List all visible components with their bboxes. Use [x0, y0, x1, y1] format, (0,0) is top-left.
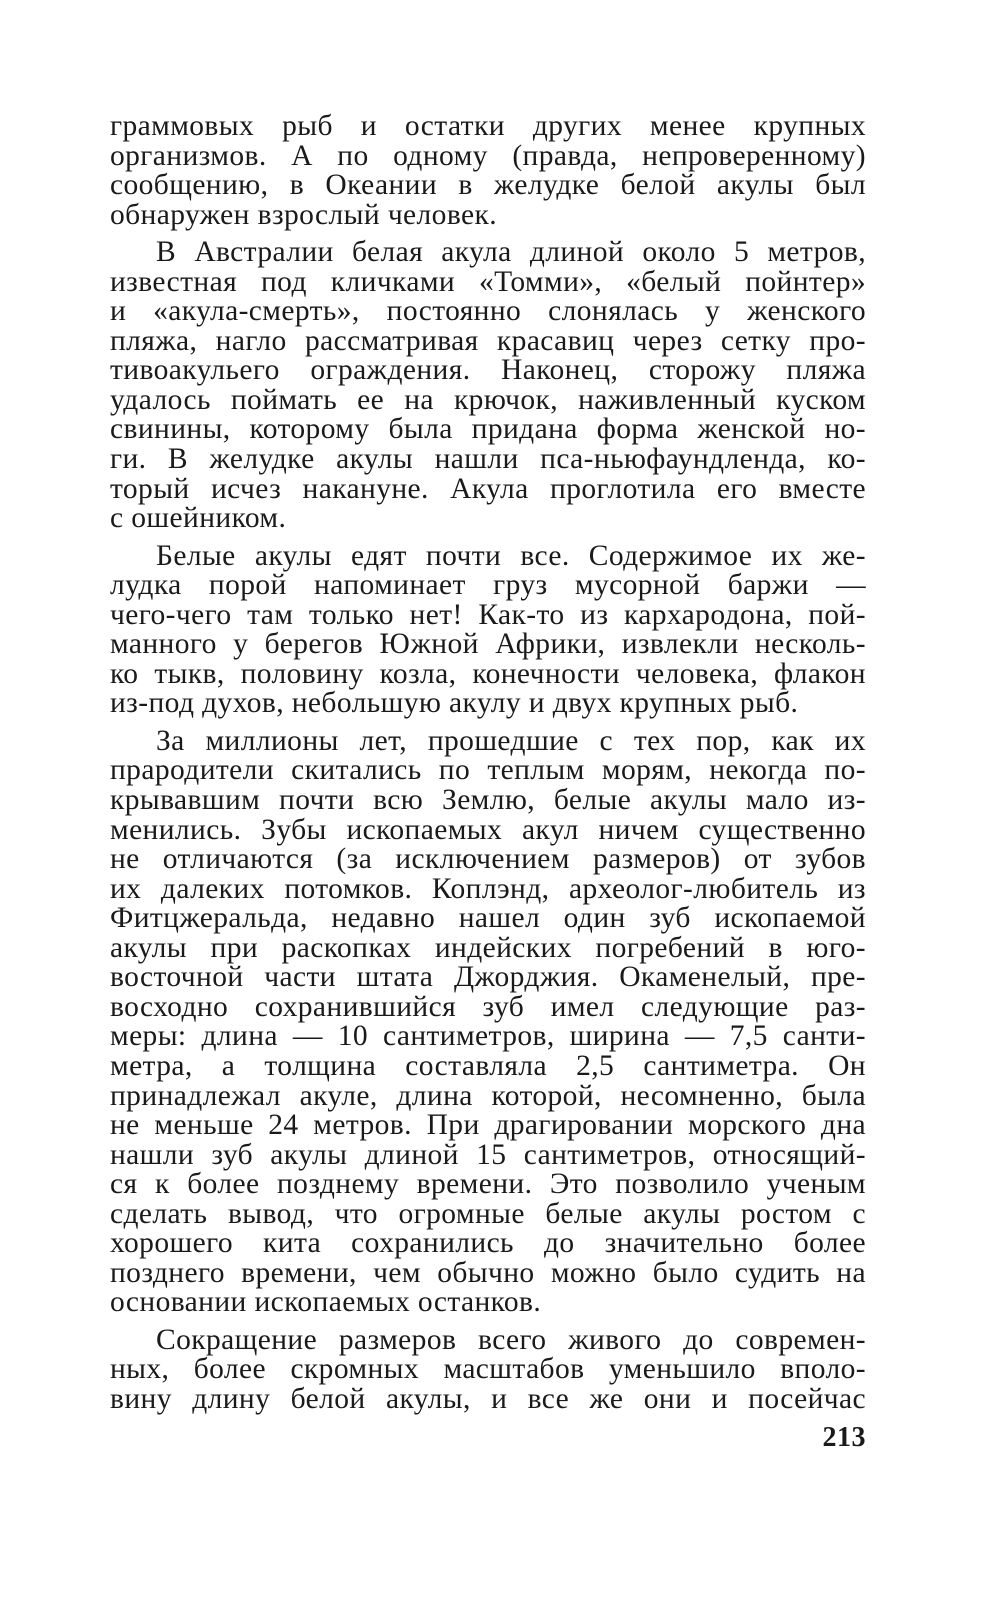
- text-line: прародители скитались по теплым морям, некогда по-: [110, 754, 866, 787]
- text-line: удалось поймать ее на крючок, наживленный куском: [110, 383, 866, 416]
- text-line: сделать вывод, что огромные белые акулы ростом с: [110, 1197, 866, 1230]
- text-line: пляжа, нагло рассматривая красавиц через сетку про-: [110, 324, 866, 357]
- book-page: [110, 112, 866, 1532]
- text-line: восходно сохранившийся зуб имел следующие раз-: [110, 990, 866, 1023]
- text-line: хорошего кита сохранились до значительно более: [110, 1227, 866, 1260]
- text-line: организмов. А по одному (правда, непроверенному): [110, 139, 866, 172]
- text-line: акулы при раскопках индейских погребений в юго-: [110, 931, 866, 964]
- paragraph: [110, 539, 866, 720]
- text-line: чего-чего там только нет! Как-то из кархародона, пой-: [110, 598, 866, 631]
- paragraph: [110, 1323, 866, 1415]
- text-line: из-под духов, небольшую акулу и двух крупных рыб.: [110, 687, 799, 720]
- page-number: 213: [822, 1422, 866, 1453]
- text-line: с ошейником.: [110, 502, 287, 535]
- text-line: свинины, которому была придана форма женской но-: [110, 413, 866, 446]
- text-line: ся к более позднему времени. Это позволило ученым: [110, 1168, 866, 1201]
- text-line: лудка порой напоминает груз мусорной баржи —: [110, 569, 866, 602]
- text-line: позднего времени, чем обычно можно было судить на: [110, 1256, 866, 1289]
- text-line: торый исчез накануне. Акула проглотила его вместе: [110, 472, 866, 505]
- text-line: манного у берегов Южной Африки, извлекли несколь-: [110, 628, 866, 661]
- text-line: восточной части штата Джорджия. Окаменелый, пре-: [110, 961, 866, 994]
- text-line: сообщению, в Океании в желудке белой акулы был: [110, 169, 866, 202]
- text-line: вину длину белой акулы, и все же они и посейчас: [110, 1382, 866, 1415]
- text-line: обнаружен взрослый человек.: [110, 198, 497, 231]
- text-line: граммовых рыб и остатки других менее крупных: [110, 110, 866, 142]
- text-line: не меньше 24 метров. При драгировании морского дна: [110, 1109, 866, 1142]
- text-line: не отличаются (за исключением размеров) от зубов: [110, 843, 866, 876]
- text-line: нашли зуб акулы длиной 15 сантиметров, относящий-: [110, 1138, 866, 1171]
- text-line: Фитцжеральда, недавно нашел один зуб ископаемой: [110, 902, 866, 935]
- text-line: известная под кличками «Томми», «белый пойнтер»: [110, 265, 866, 298]
- paragraph: [110, 724, 866, 1319]
- text-line: принадлежал акуле, длина которой, несомненно, была: [110, 1079, 866, 1112]
- text-line: ко тыкв, половину козла, конечности человека, флакон: [110, 657, 866, 690]
- text-line: меры: длина — 10 сантиметров, ширина — 7,5 санти-: [110, 1020, 866, 1053]
- text-line: крывавшим почти всю Землю, белые акулы мало из-: [110, 784, 866, 817]
- text-line: основании ископаемых останков.: [110, 1286, 542, 1319]
- text-line: Белые акулы едят почти все. Содержимое их же-: [156, 539, 866, 572]
- text-line: За миллионы лет, прошедшие с тех пор, как их: [156, 724, 866, 757]
- text-line: ных, более скромных масштабов уменьшило вполо-: [110, 1353, 866, 1386]
- text-line: их далеких потомков. Коплэнд, археолог-любитель из: [110, 872, 866, 905]
- text-line: тивоакульего ограждения. Наконец, сторожу пляжа: [110, 354, 866, 387]
- text-line: В Австралии белая акула длиной около 5 метров,: [156, 236, 866, 269]
- paragraph: [110, 112, 866, 230]
- text-line: метра, а толщина составляла 2,5 сантиметра. Он: [110, 1049, 866, 1082]
- text-line: ги. В желудке акулы нашли пса-ньюфаундленда, ко-: [110, 443, 866, 476]
- text-line: Сокращение размеров всего живого до современ-: [156, 1323, 866, 1356]
- paragraph: [110, 238, 866, 533]
- text-line: менились. Зубы ископаемых акул ничем существенно: [110, 813, 866, 846]
- text-line: и «акула-смерть», постоянно слонялась у женского: [110, 295, 866, 328]
